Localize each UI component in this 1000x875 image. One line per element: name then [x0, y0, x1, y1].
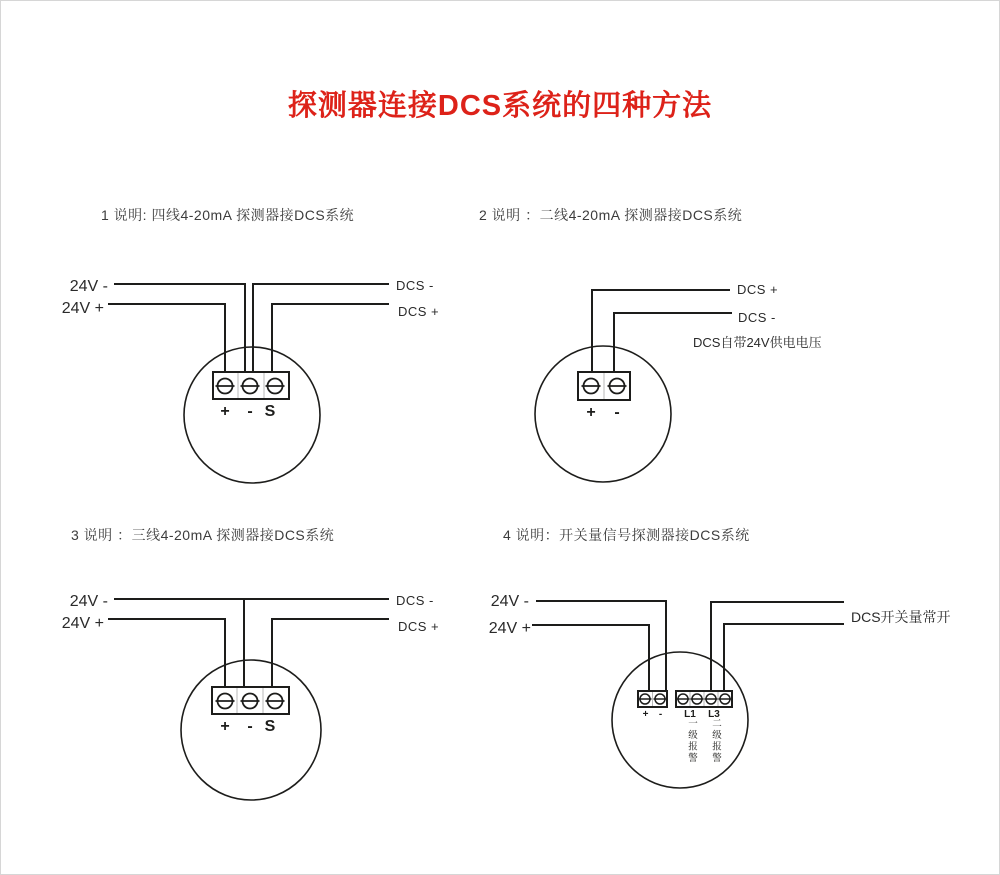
- d4-detector-body: [612, 652, 748, 788]
- d4-terminal-label-minus: -: [658, 709, 663, 720]
- d2-label-dcs-minus: DCS -: [738, 310, 776, 325]
- d4-wire-24v-plus: [532, 625, 649, 691]
- d1-terminal-label-s: S: [264, 403, 276, 420]
- page-title: 探测器连接DCS系统的四种方法: [287, 90, 713, 122]
- d4-label-dcs-switch: DCS开关量常开: [851, 609, 951, 625]
- d1-label-dcs-plus: DCS +: [398, 304, 440, 319]
- d4-wire-switch-a: [711, 602, 844, 691]
- diagram3-graphics: [108, 599, 389, 800]
- d4-label-24v-minus: 24V -: [490, 593, 529, 610]
- diagram4-caption: 4 说明：开关量信号探测器接DCS系统: [503, 527, 750, 543]
- d2-wire-dcs-plus: [592, 290, 730, 372]
- d1-wire-dcs-plus: [272, 304, 389, 372]
- d1-label-dcs-minus: DCS -: [396, 278, 434, 293]
- d4-terminal-label-plus: +: [642, 709, 649, 720]
- d4-wire-24v-minus: [536, 601, 666, 691]
- d3-label-24v-minus: 24V -: [69, 593, 108, 610]
- d4-terminal-label-l1: L1: [684, 709, 696, 720]
- d1-wire-24v-plus: [108, 304, 225, 372]
- d3-terminal-label-s: S: [264, 718, 276, 735]
- d4-wire-switch-b: [724, 624, 844, 691]
- d3-wire-24v-plus: [108, 619, 225, 687]
- d1-label-24v-plus: 24V +: [61, 300, 104, 317]
- diagram2-caption: 2 说明 ：二线4-20mA 探测器接DCS系统: [479, 207, 743, 223]
- d4-alarm-level2-label: 二级报警: [710, 718, 721, 764]
- d1-label-24v-minus: 24V -: [69, 278, 108, 295]
- d4-terminal-label-l3: L3: [708, 709, 720, 720]
- d3-terminal-label-minus: -: [247, 718, 253, 735]
- d1-wire-dcs-minus: [253, 284, 389, 372]
- diagram2-graphics: [535, 290, 732, 482]
- d3-label-dcs-plus: DCS +: [398, 619, 440, 634]
- d3-terminal-label-plus: +: [220, 718, 230, 735]
- diagram3-caption: 3 说明 ：三线4-20mA 探测器接DCS系统: [71, 527, 335, 543]
- d2-detector-body: [535, 346, 671, 482]
- d3-label-24v-plus: 24V +: [61, 615, 104, 632]
- d2-label-dcs-plus: DCS +: [737, 282, 779, 297]
- diagram1-graphics: [108, 284, 389, 483]
- d3-wire-dcs-plus: [272, 619, 389, 687]
- d4-label-24v-plus: 24V +: [488, 620, 531, 637]
- d4-alarm-level1-label: 一级报警: [686, 718, 697, 764]
- d2-terminal-label-minus: -: [614, 404, 620, 421]
- d2-terminal-label-plus: +: [586, 404, 596, 421]
- d1-terminal-label-plus: +: [220, 403, 230, 420]
- d2-note-dcs-power: DCS自带24V供电电压: [693, 335, 822, 350]
- d1-terminal-label-minus: -: [247, 403, 253, 420]
- wiring-graphics: [1, 1, 999, 874]
- diagram1-caption: 1 说明: 四线4-20mA 探测器接DCS系统: [101, 207, 355, 223]
- d3-label-dcs-minus: DCS -: [396, 593, 434, 608]
